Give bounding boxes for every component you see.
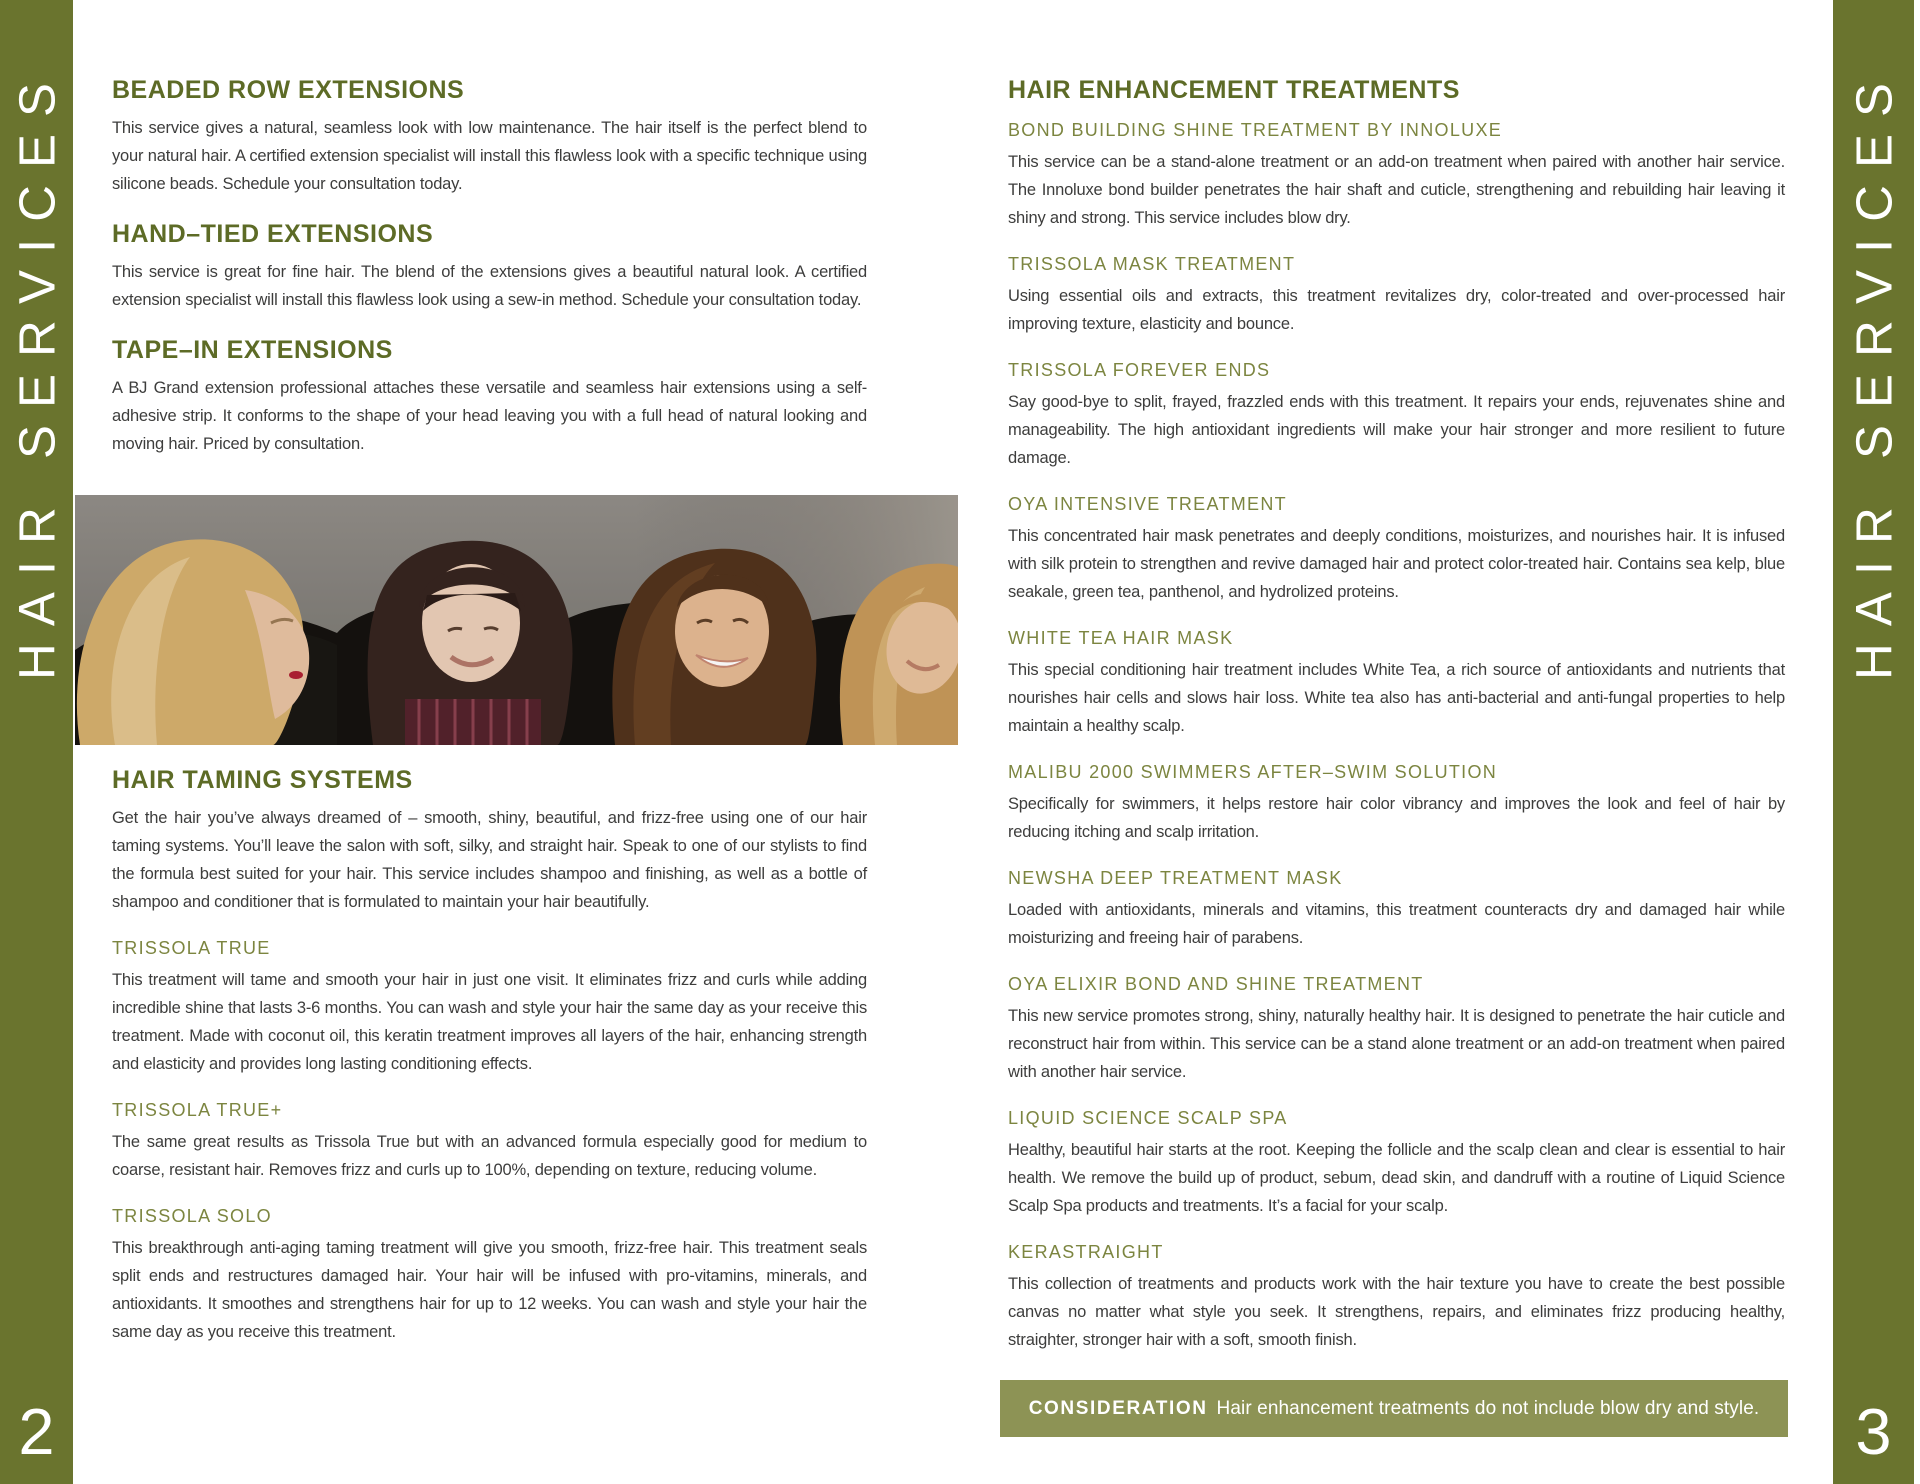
right-column-title: HAIR ENHANCEMENT TREATMENTS [1008,76,1460,104]
service-heading: TRISSOLA FOREVER ENDS [1008,360,1271,380]
service-description: A BJ Grand extension professional attaches these versatile and seamless hair extensions using a self-adhesive strip. It conforms to the shape of your head leaving you with a full head of natural looking and moving hair. Priced by consultation. [112,379,867,453]
service-description: This special conditioning hair treatment includes White Tea, a rich source of antioxidants and nutrients that nourishes hair cells and slows hair loss. White tea also has anti-bacterial and anti-fungal properties to help maintain a healthy scalp. [1008,661,1785,735]
service-heading: LIQUID SCIENCE SCALP SPA [1008,1108,1288,1128]
service-heading: BEADED ROW EXTENSIONS [112,76,465,104]
service-section [1008,494,1785,606]
right-column-sections [1008,120,1785,1354]
service-section [112,76,867,198]
service-section [112,336,867,458]
service-description: This treatment will tame and smooth your hair in just one visit. It eliminates frizz and curls while adding incredible shine that lasts 3-6 months. You can wash and style your hair the same day as your receive this treatment. Made with coconut oil, this keratin treatment improves all layers of the hair, enhancing strength and elasticity and provides long lasting conditioning effects. [112,971,867,1073]
service-section [1008,254,1785,338]
service-heading: TRISSOLA MASK TREATMENT [1008,254,1296,274]
right-column [1008,76,1785,1376]
service-description: Specifically for swimmers, it helps restore hair color vibrancy and improves the look and feel of hair by reducing itching and scalp irritation. [1008,795,1785,841]
service-heading: TAPE–IN EXTENSIONS [112,336,393,364]
right-vertical-title: HAIR SERVICES [1845,66,1902,681]
service-description: This breakthrough anti-aging taming treatment will give you smooth, frizz-free hair. This treatment seals split ends and restructures damaged hair. Your hair will be infused with pro-vitamins, minerals, and antioxidants. It smoothes and strengthens hair for up to 12 weeks. You can wash and style your hair the same day as you receive this treatment. [112,1239,867,1341]
right-page-number: 3 [1855,1395,1892,1468]
left-page-number: 2 [18,1395,55,1468]
left-column-bottom [112,766,867,1368]
service-section [112,938,867,1078]
service-section [112,1206,867,1346]
service-heading: OYA INTENSIVE TREATMENT [1008,494,1287,514]
service-section [1008,360,1785,472]
service-section [1008,974,1785,1086]
left-column-top [112,76,867,480]
service-description: This new service promotes strong, shiny, naturally healthy hair. It is designed to penetrate the hair cuticle and reconstruct hair from within. This service can be a stand alone treatment or an add-on treatment when paired with another hair service. [1008,1007,1785,1081]
service-description: This service is great for fine hair. The blend of the extensions gives a beautiful natural look. A certified extension specialist will install this flawless look using a sew-in method. Schedule your consultation today. [112,263,867,309]
service-heading: HAIR TAMING SYSTEMS [112,766,413,794]
service-description: Loaded with antioxidants, minerals and vitamins, this treatment counteracts dry and damaged hair while moisturizing and freeing hair of parabens. [1008,901,1785,947]
service-section [1008,762,1785,846]
service-section [1008,628,1785,740]
consideration-banner [1000,1380,1788,1437]
service-section [1008,120,1785,232]
service-description: Get the hair you’ve always dreamed of – smooth, shiny, beautiful, and frizz-free using one of our hair taming systems. You’ll leave the salon with soft, silky, and straight hair. Speak to one of our stylists to find the formula best suited for your hair. This service includes shampoo and finishing, as well as a bottle of shampoo and conditioner that is formulated to maintain your hair beautifully. [112,809,867,911]
left-vertical-title: HAIR SERVICES [8,66,65,681]
service-description: This service can be a stand-alone treatment or an add-on treatment when paired with another hair service. The Innoluxe bond builder penetrates the hair shaft and cuticle, strengthening and rebuilding hair leaving it shiny and strong. This service includes blow dry. [1008,153,1785,227]
service-description: Say good-bye to split, frayed, frazzled ends with this treatment. It repairs your ends, rejuvenates shine and manageability. The high antioxidant ingredients will make your hair stronger and more resilient to future damage. [1008,393,1785,467]
consideration-text: Hair enhancement treatments do not include blow dry and style. [1216,1397,1760,1419]
service-description: This concentrated hair mask penetrates and deeply conditions, moisturizes, and nourishes hair. It is infused with silk protein to strengthen and revive damaged hair and protect color-treated hair. Contains sea kelp, blue seakale, green tea, panthenol, and hydrolized proteins. [1008,527,1785,601]
service-description: The same great results as Trissola True but with an advanced formula especially good for medium to coarse, resistant hair. Removes frizz and curls up to 100%, depending on texture, reducing volume. [112,1133,867,1179]
service-section [1008,868,1785,952]
service-heading: OYA ELIXIR BOND AND SHINE TREATMENT [1008,974,1424,994]
service-heading: MALIBU 2000 SWIMMERS AFTER–SWIM SOLUTION [1008,762,1498,782]
service-heading: WHITE TEA HAIR MASK [1008,628,1234,648]
service-heading: TRISSOLA TRUE [112,938,271,958]
service-description: Using essential oils and extracts, this treatment revitalizes dry, color-treated and over-processed hair improving texture, elasticity and bounce. [1008,287,1785,333]
service-section [112,766,867,916]
consideration-label: CONSIDERATION [1028,1397,1208,1419]
service-heading: NEWSHA DEEP TREATMENT MASK [1008,868,1343,888]
service-heading: TRISSOLA SOLO [112,1206,272,1226]
left-sidebar [0,0,73,1484]
service-section [1008,1108,1785,1220]
photo-illustration [75,495,958,745]
service-description: This collection of treatments and products work with the hair texture you have to create the best possible canvas no matter what style you seek. It strengthens, repairs, and eliminates frizz producing healthy, straighter, stronger hair with a soft, smooth finish. [1008,1275,1785,1349]
service-heading: KERASTRAIGHT [1008,1242,1164,1262]
service-description: This service gives a natural, seamless look with low maintenance. The hair itself is the perfect blend to your natural hair. A certified extension specialist will install this flawless look with a specific technique using silicone beads. Schedule your consultation today. [112,119,867,193]
service-heading: TRISSOLA TRUE+ [112,1100,283,1120]
service-heading: BOND BUILDING SHINE TREATMENT BY INNOLUXE [1008,120,1503,140]
group-hair-photo [75,495,958,745]
service-section [112,220,867,314]
service-section [112,1100,867,1184]
service-heading: HAND–TIED EXTENSIONS [112,220,434,248]
right-sidebar [1833,0,1914,1484]
service-description: Healthy, beautiful hair starts at the root. Keeping the follicle and the scalp clean and clear is essential to hair health. We remove the build up of product, sebum, dead skin, and dandruff with a routine of Liquid Science Scalp Spa products and treatments. It’s a facial for your scalp. [1008,1141,1785,1215]
service-section [1008,1242,1785,1354]
